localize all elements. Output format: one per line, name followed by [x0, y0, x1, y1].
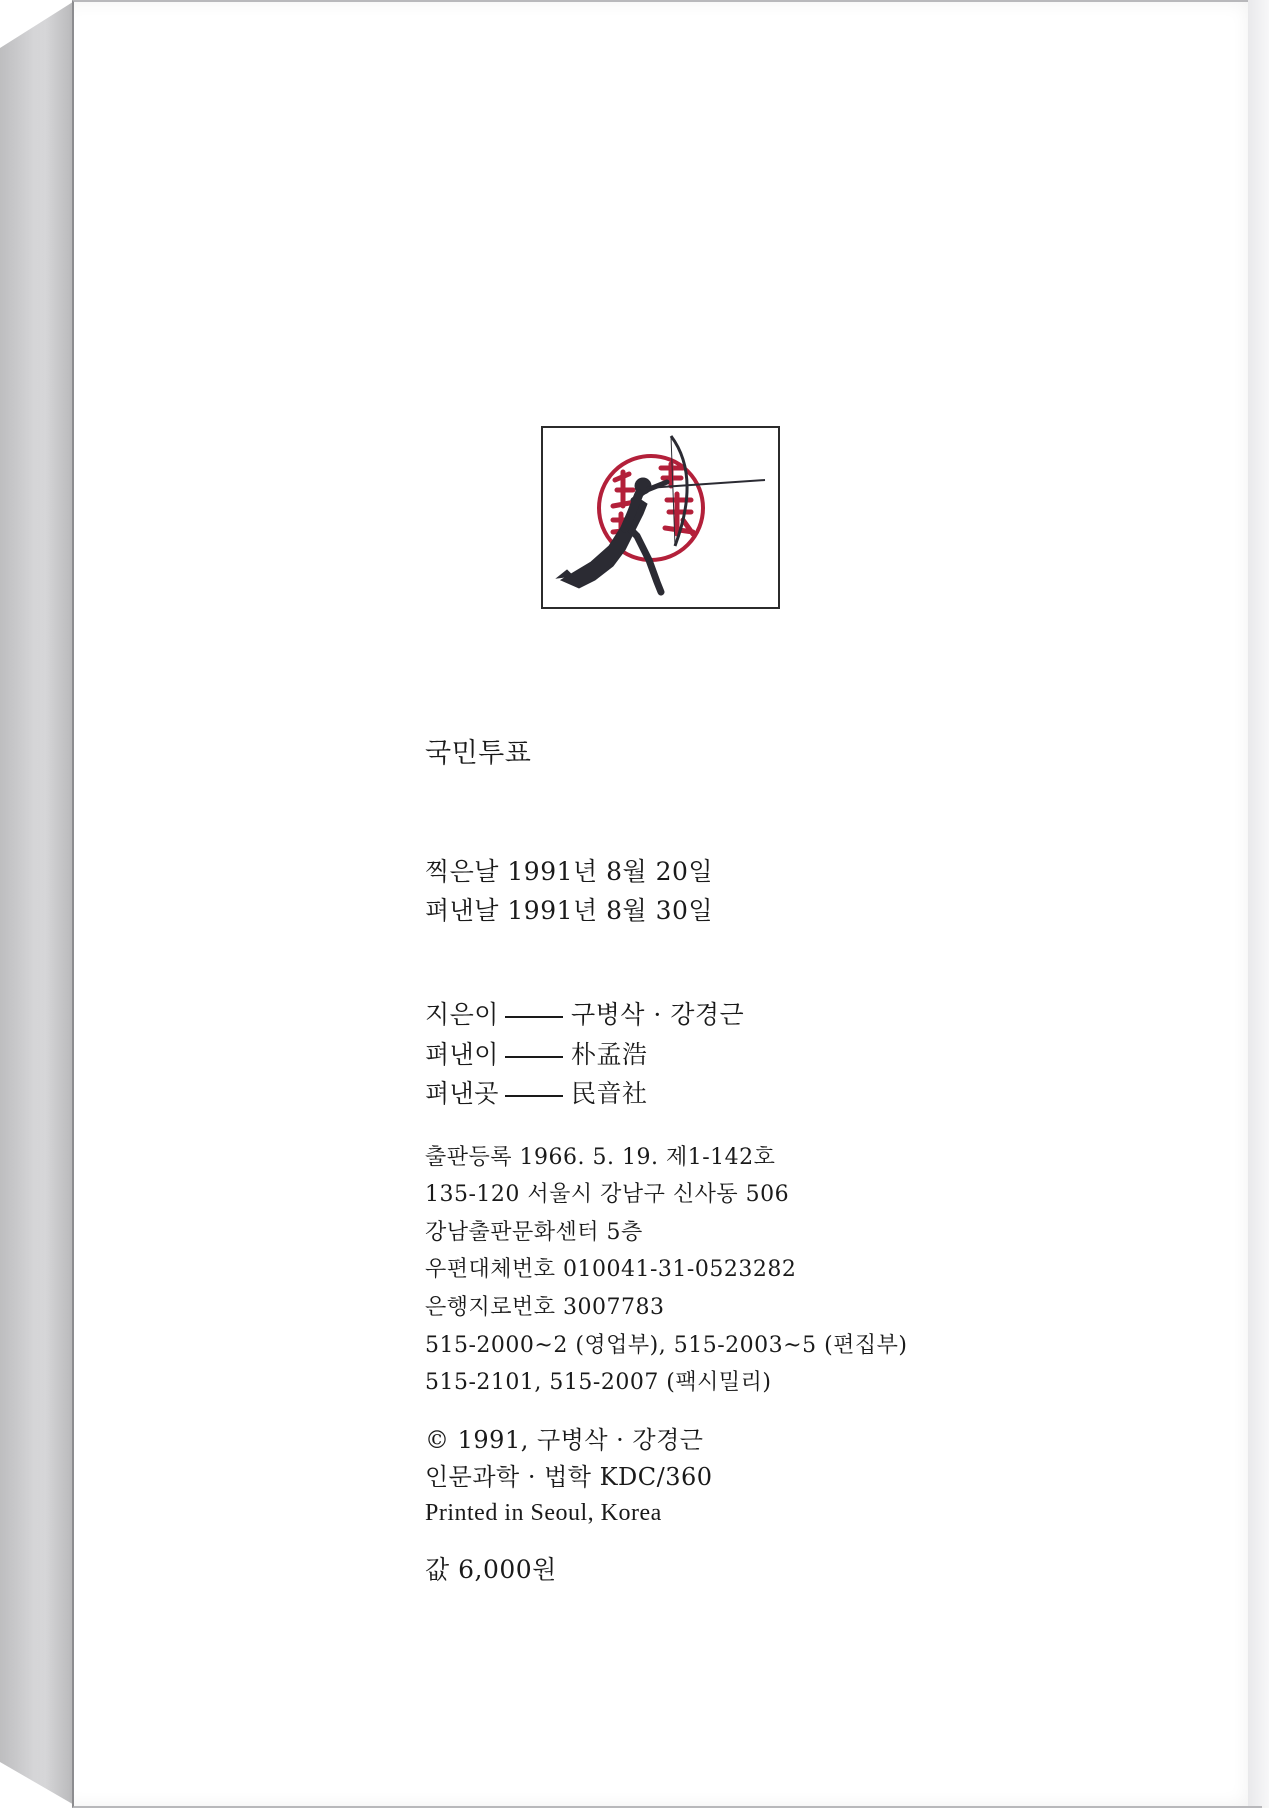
address-line: 135-120 서울시 강남구 신사동 506	[425, 1182, 790, 1207]
credit-author	[425, 1000, 744, 1030]
publisher-emblem	[541, 426, 780, 609]
bank-giro-line: 은행지로번호 3007783	[425, 1295, 665, 1320]
publish-date: 펴낸날 1991년 8월 30일	[425, 896, 714, 925]
credit-value: 民音社	[570, 1079, 648, 1108]
phone-line: 515-2000~2 (영업부), 515-2003~5 (편집부)	[425, 1333, 908, 1358]
book-spine-shading	[0, 0, 76, 1806]
fax-line: 515-2101, 515-2007 (팩시밀리)	[425, 1370, 772, 1395]
credit-publisher	[425, 1079, 647, 1109]
book-title: 국민투표	[425, 738, 532, 769]
copyright-notice: © 1991, 구병삭 · 강경근	[425, 1426, 704, 1454]
credit-value: 구병삭 · 강경근	[570, 1000, 745, 1029]
price-line: 값 6,000원	[425, 1555, 557, 1584]
credit-publisher-person	[425, 1040, 647, 1070]
credit-label: 지은이	[425, 1000, 499, 1029]
registration-line: 출판등록 1966. 5. 19. 제1-142호	[425, 1145, 776, 1170]
print-date: 찍은날 1991년 8월 20일	[425, 857, 714, 886]
classification-line: 인문과학 · 법학 KDC/360	[425, 1463, 713, 1491]
credit-label: 펴낸이	[425, 1040, 499, 1069]
page-edge	[1248, 0, 1269, 1806]
credit-label: 펴낸곳	[425, 1079, 499, 1108]
em-dash-rule	[505, 1056, 563, 1058]
em-dash-rule	[505, 1095, 563, 1097]
postal-transfer-line: 우편대체번호 010041-31-0523282	[425, 1257, 797, 1282]
credit-value: 朴孟浩	[570, 1040, 648, 1069]
printed-in-line: Printed in Seoul, Korea	[425, 1500, 662, 1526]
em-dash-rule	[505, 1016, 563, 1018]
address-building-line: 강남출판문화센터 5층	[425, 1220, 643, 1245]
archer-seal-icon	[543, 428, 778, 607]
